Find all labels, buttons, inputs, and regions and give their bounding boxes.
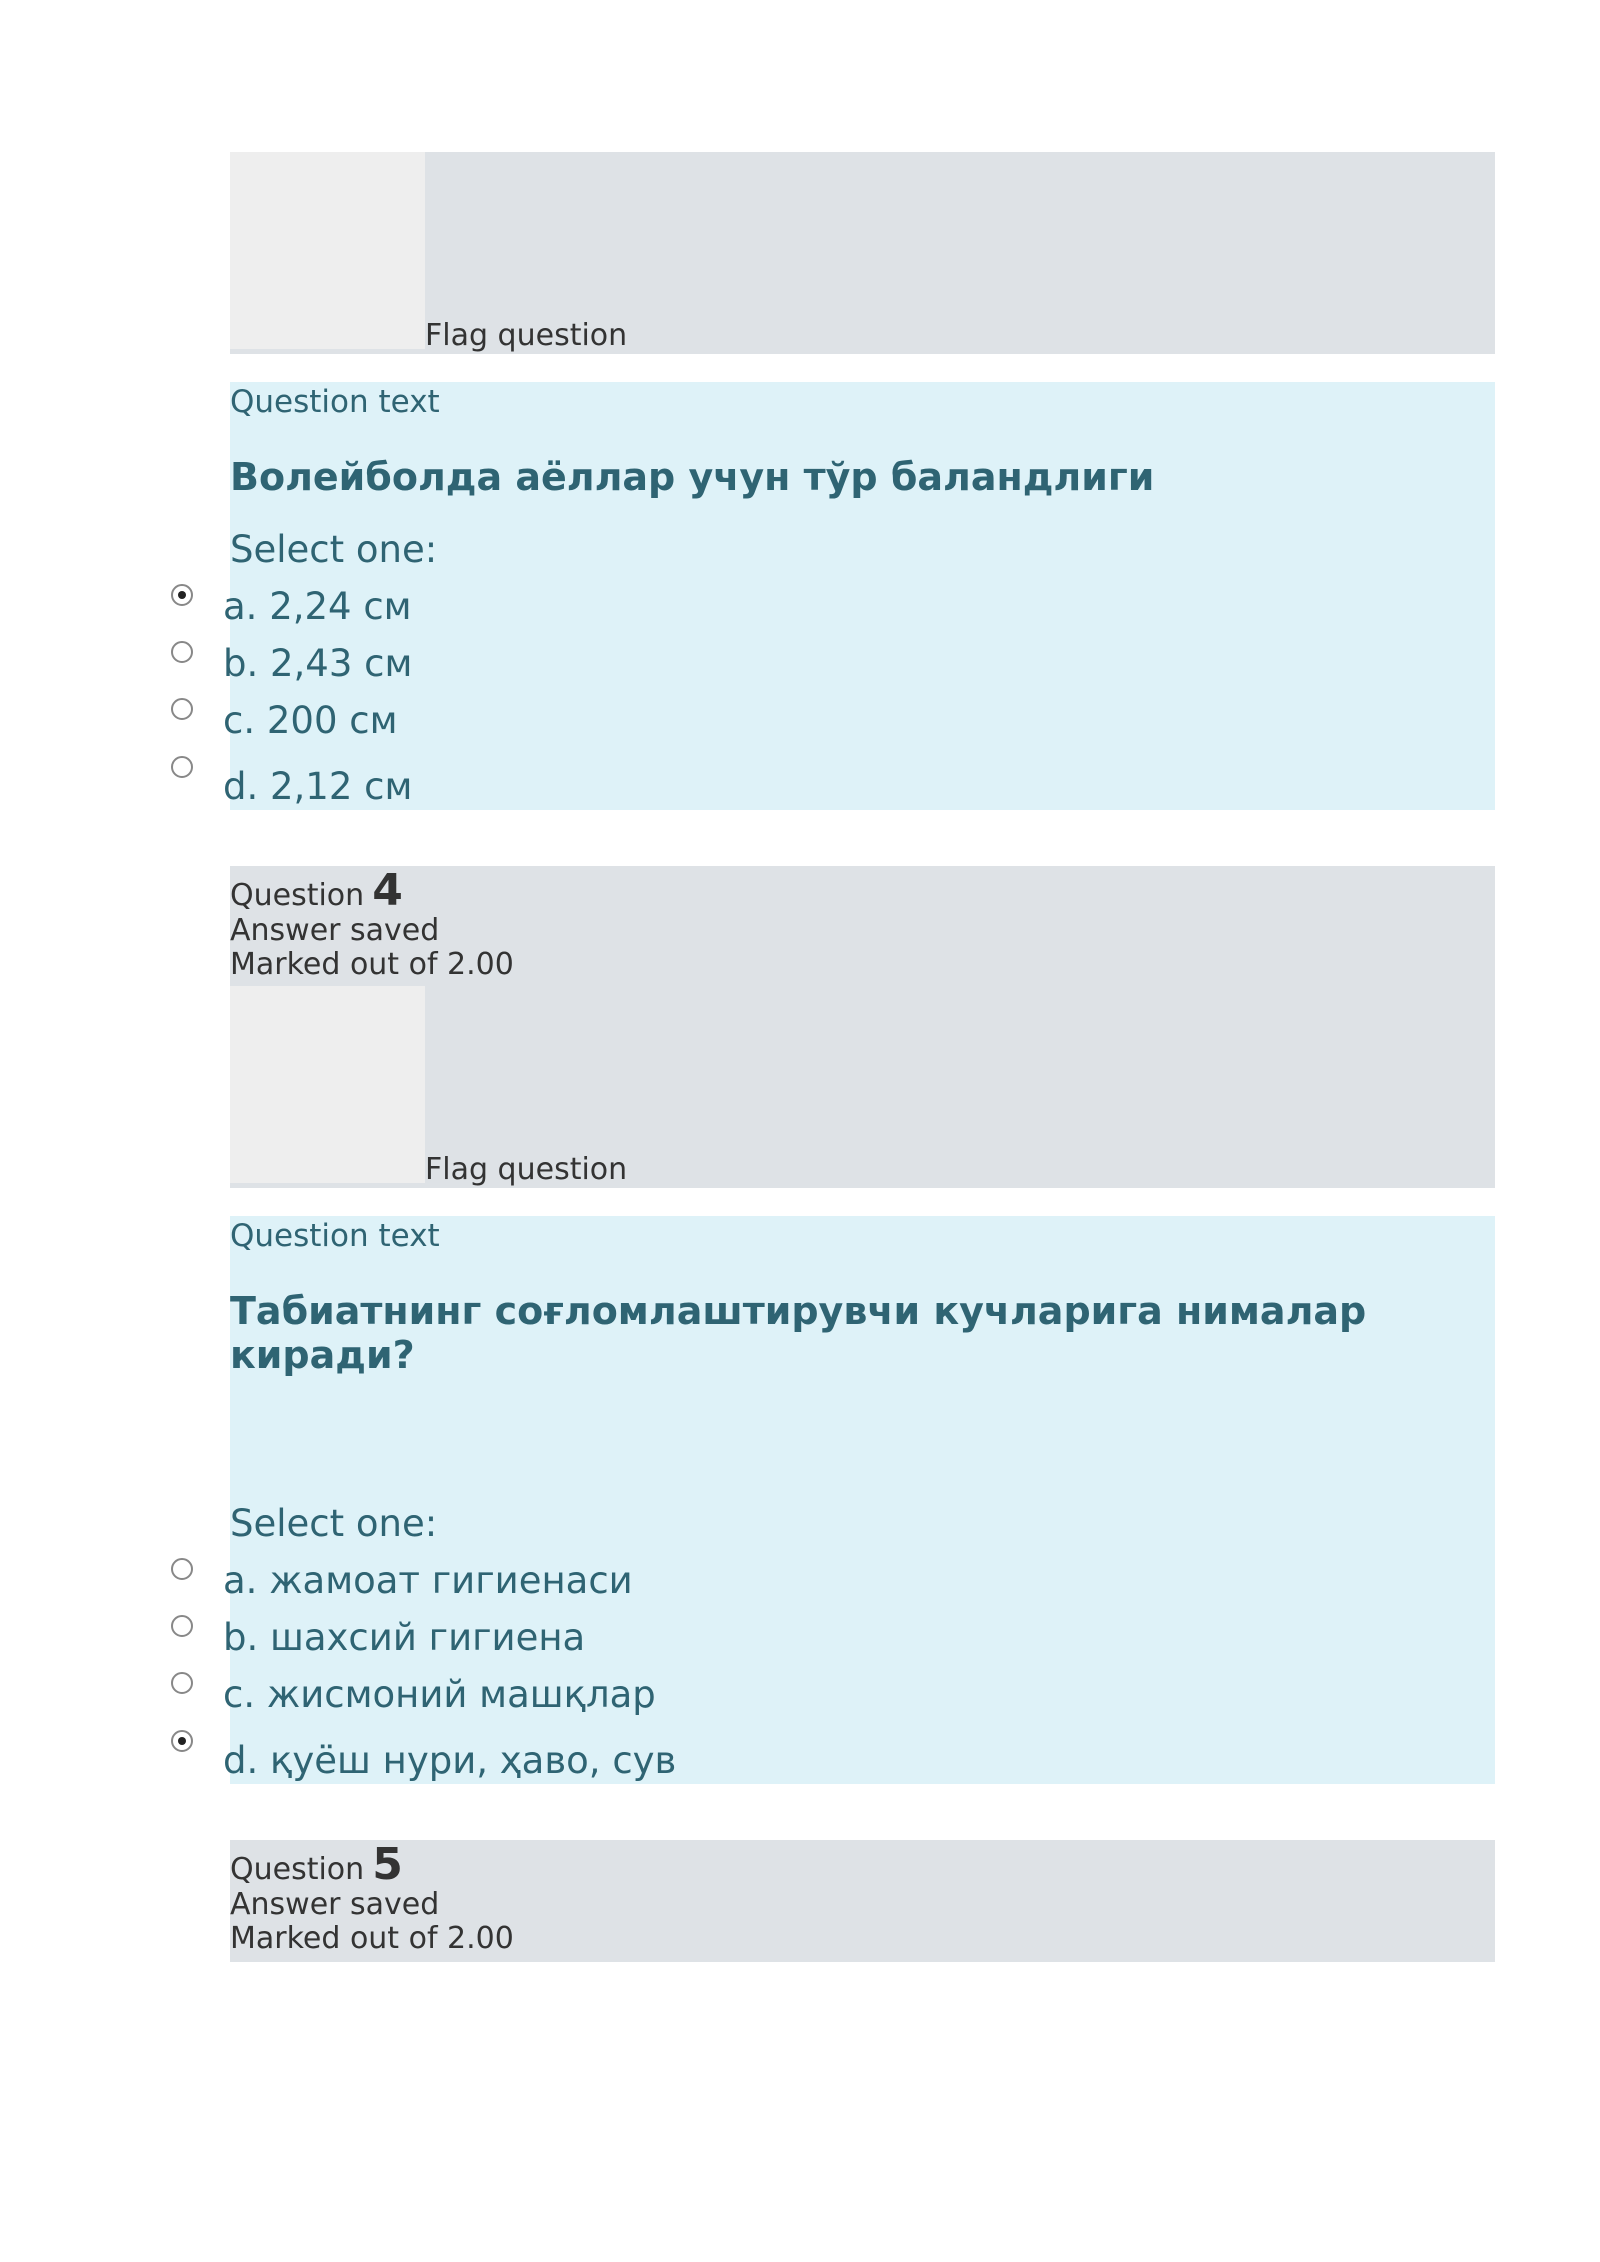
q3-flag-icon[interactable]: [230, 152, 425, 349]
q4-content: [223, 1216, 1495, 1784]
q4-question-text-line2: киради?: [230, 1333, 415, 1377]
q5-grade: Marked out of 2.00: [230, 1921, 514, 1956]
radio-icon[interactable]: [171, 1672, 193, 1694]
q3-question-text: Волейболда аёллар учун тўр баландлиги: [230, 455, 1155, 499]
q5-state: Answer saved: [230, 1887, 440, 1922]
q3-content: [223, 382, 1495, 810]
q4-option-c[interactable]: [165, 1670, 1495, 1724]
q3-option-d-label[interactable]: d. 2,12 см: [223, 765, 413, 808]
radio-checked-icon[interactable]: [171, 1730, 193, 1752]
q3-option-b[interactable]: [165, 639, 1495, 693]
q4-question-text-line1: Табиатнинг соғломлаштирувчи кучларига нималар: [230, 1289, 1367, 1333]
q4-option-d-label[interactable]: d. қуёш нури, ҳаво, сув: [223, 1739, 677, 1782]
q4-grade: Marked out of 2.00: [230, 947, 514, 982]
q4-flag-icon[interactable]: [230, 986, 425, 1183]
q3-option-d[interactable]: [165, 754, 1495, 808]
q4-option-a-label[interactable]: a. жамоат гигиенаси: [223, 1559, 633, 1602]
q3-option-c-label[interactable]: c. 200 см: [223, 699, 398, 742]
q3-flag-question-link[interactable]: Flag question: [425, 318, 628, 353]
radio-icon[interactable]: [171, 1615, 193, 1637]
radio-icon[interactable]: [171, 756, 193, 778]
q4-option-c-label[interactable]: c. жисмоний машқлар: [223, 1673, 656, 1716]
q3-option-a-label[interactable]: a. 2,24 см: [223, 585, 412, 628]
q5-question-word: Question: [230, 1852, 365, 1887]
radio-checked-icon[interactable]: [171, 584, 193, 606]
q4-option-d[interactable]: [165, 1728, 1495, 1782]
q4-question-number: 4: [372, 865, 403, 916]
q3-select-one-label: Select one:: [230, 528, 438, 571]
q4-question-word: Question: [230, 878, 365, 913]
radio-icon[interactable]: [171, 641, 193, 663]
q3-option-b-label[interactable]: b. 2,43 см: [223, 642, 413, 685]
q4-info: [230, 866, 1495, 1188]
q5-question-number: 5: [372, 1839, 403, 1890]
q4-option-b[interactable]: [165, 1613, 1495, 1667]
radio-icon[interactable]: [171, 698, 193, 720]
q5-info: [230, 1840, 1495, 1962]
q3-option-c[interactable]: [165, 696, 1495, 750]
q4-option-a[interactable]: [165, 1556, 1495, 1610]
q4-select-one-label: Select one:: [230, 1502, 438, 1545]
q4-question-text-label: Question text: [230, 1218, 440, 1254]
q4-state: Answer saved: [230, 913, 440, 948]
q3-flag-area: [230, 152, 1495, 354]
q3-option-a[interactable]: [165, 582, 1495, 636]
q4-option-b-label[interactable]: b. шахсий гигиена: [223, 1616, 586, 1659]
q4-flag-question-link[interactable]: Flag question: [425, 1152, 628, 1187]
radio-icon[interactable]: [171, 1558, 193, 1580]
q3-question-text-label: Question text: [230, 384, 440, 420]
